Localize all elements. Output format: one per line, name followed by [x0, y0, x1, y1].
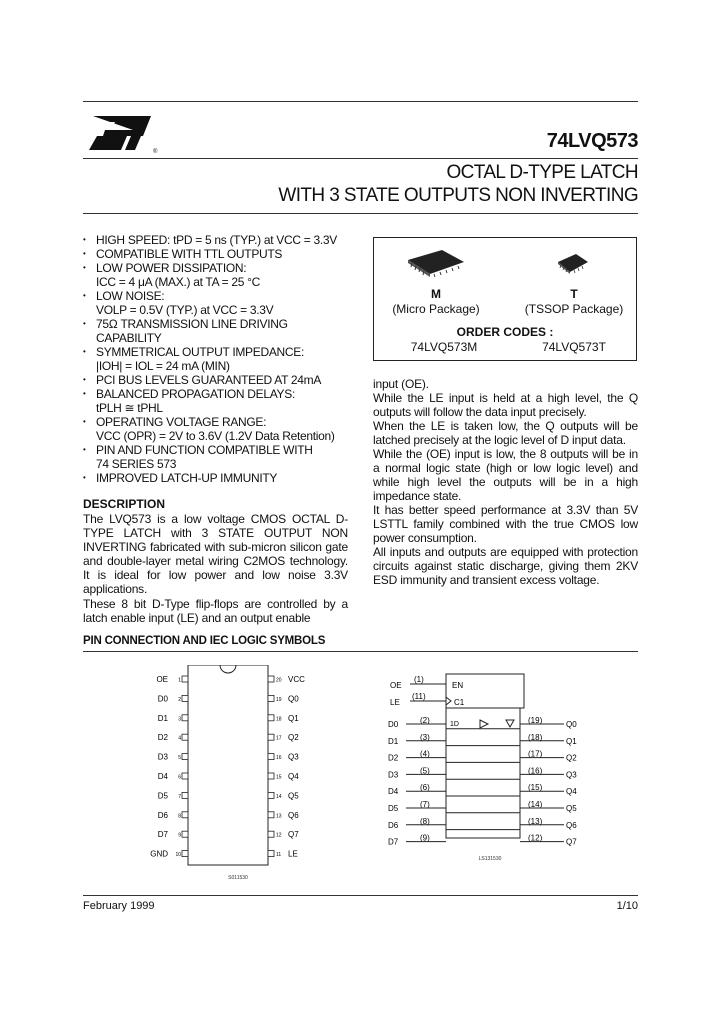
left-pin-name: D7 [157, 830, 168, 840]
pin-pad [268, 676, 274, 682]
tssop-package-code: T [570, 287, 578, 301]
pin-pad [268, 812, 274, 818]
clock-triangle-icon [446, 697, 451, 705]
iec-en-label: EN [452, 681, 464, 690]
pin-section-rule [83, 651, 638, 652]
pin-pad [182, 812, 188, 818]
right-pin-number: 12 [276, 832, 282, 839]
left-pin-number: 3 [178, 716, 181, 723]
feature-item: • OPERATING VOLTAGE RANGE: [83, 415, 383, 429]
svg-text:®: ® [153, 149, 158, 155]
pin-pad [182, 792, 188, 798]
iec-output-name: Q3 [566, 770, 577, 780]
iec-input-name: D7 [388, 837, 399, 847]
left-pin-number: 4 [178, 735, 181, 742]
iec-d-label: 1D [450, 721, 459, 728]
left-pin-number: 10 [175, 852, 181, 859]
right-pin-name: Q2 [288, 733, 299, 743]
right-pin-name: Q6 [288, 810, 299, 820]
pin-pad [182, 773, 188, 779]
pin-pad [268, 792, 274, 798]
feature-item: • IMPROVED LATCH-UP IMMUNITY [83, 471, 383, 485]
iec-output-name: Q7 [566, 837, 577, 847]
iec-c1-label: C1 [454, 698, 465, 707]
iec-oe-label: OE [390, 681, 402, 690]
pin-pad [268, 831, 274, 837]
title-rule [83, 158, 638, 159]
left-pin-number: 1 [178, 677, 181, 684]
right-pin-number: 13 [276, 813, 282, 820]
iec-input-num: (5) [420, 766, 430, 776]
iec-output-num: (12) [528, 833, 543, 843]
iec-output-num: (19) [528, 716, 543, 725]
iec-logic-symbol [380, 670, 600, 870]
left-pin-number: 8 [178, 813, 181, 820]
pin-pad [182, 676, 188, 682]
left-pin-name: D5 [157, 791, 168, 801]
iec-input-num: (6) [420, 783, 430, 793]
right-pin-name: Q0 [288, 694, 299, 704]
description-right-paragraph2: While the LE input is held at a high level, the Q outputs will follow the data input precisely. [373, 391, 638, 420]
left-pin-number: 2 [178, 696, 181, 703]
feature-subline: VOLP = 0.5V (TYP.) at VCC = 3.3V [96, 303, 274, 317]
iec-input-num: (3) [420, 732, 430, 742]
buffer-triangle-icon [480, 720, 488, 728]
title-line2: WITH 3 STATE OUTPUTS NON INVERTING [278, 185, 638, 206]
iec-output-num: (13) [528, 816, 543, 826]
iec-output-num: (14) [528, 800, 543, 809]
pin-diagram-code: S011530 [228, 875, 248, 881]
micro-package-code: M [431, 287, 441, 301]
iec-output-name: Q1 [566, 736, 577, 746]
right-pin-name: Q1 [288, 713, 299, 723]
iec-input-name: D1 [388, 736, 399, 746]
iec-input-name: D4 [388, 787, 399, 797]
right-pin-name: VCC [288, 675, 305, 684]
feature-subline: tPLH ≅ tPHL [96, 401, 163, 415]
iec-input-num: (4) [420, 749, 430, 759]
right-pin-name: Q5 [288, 791, 299, 801]
right-pin-number: 14 [276, 793, 282, 800]
left-pin-number: 5 [178, 755, 181, 762]
description-right-paragraph3: When the LE is taken low, the Q outputs will be latched precisely at the logic level of D input data. [373, 419, 638, 448]
iec-input-name: D2 [388, 753, 399, 763]
description-right-paragraph6: All inputs and outputs are equipped with protection circuits against static discharge, giving them 2KV ESD immunity and transient excess voltage. [373, 545, 638, 588]
feature-subline: ICC = 4 μA (MAX.) at TA = 25 °C [96, 275, 261, 289]
right-pin-number: 18 [276, 716, 282, 723]
right-pin-number: 17 [276, 735, 282, 742]
feature-subline: VCC (OPR) = 2V to 3.6V (1.2V Data Retention) [96, 429, 335, 443]
iec-input-num: (9) [420, 833, 430, 843]
left-pin-number: 7 [178, 793, 181, 800]
left-pin-name: D3 [157, 752, 168, 762]
pin-pad [268, 773, 274, 779]
pin-pad [268, 754, 274, 760]
iec-output-name: Q5 [566, 804, 577, 813]
order-codes-heading: ORDER CODES : [456, 325, 554, 339]
left-pin-name: GND [150, 849, 168, 859]
left-pin-name: D1 [157, 713, 168, 723]
left-pin-number: 9 [178, 832, 181, 839]
right-pin-name: Q3 [288, 752, 299, 762]
tristate-triangle-icon [506, 720, 514, 727]
feature-subline: 74 SERIES 573 [96, 457, 177, 471]
description-left-paragraph2: These 8 bit D-Type flip-flops are controlled by a latch enable input (LE) and an output enable [83, 597, 348, 626]
iec-diagram-code: LS131530 [478, 856, 502, 862]
pin-section-heading: PIN CONNECTION AND IEC LOGIC SYMBOLS [83, 635, 326, 647]
description-right-paragraph4: While the (OE) input is low, the 8 outputs will be in a normal logic state (high or low logic level) and while high level the outputs will be in a high impedance state. [373, 447, 638, 504]
iec-input-name: D6 [388, 820, 399, 830]
iec-output-name: Q6 [566, 820, 577, 830]
order-code-m: 74LVQ573M [410, 340, 478, 354]
right-pin-number: 11 [276, 852, 282, 859]
left-pin-name: D2 [157, 733, 168, 743]
feature-item: • PCI BUS LEVELS GUARANTEED AT 24mA [83, 373, 383, 387]
footer-date: February 1999 [83, 900, 155, 912]
feature-item: • COMPATIBLE WITH TTL OUTPUTS [83, 247, 383, 261]
pin-connection-diagram [140, 665, 320, 885]
order-code-t: 74LVQ573T [542, 340, 606, 354]
feature-subline: CAPABILITY [96, 331, 162, 345]
pin-pad [182, 754, 188, 760]
iec-le-label: LE [390, 698, 400, 707]
left-pin-name: D4 [157, 772, 168, 781]
footer-rule [83, 895, 638, 896]
pin-pad [268, 715, 274, 721]
pin-pad [268, 734, 274, 740]
pin-pad [182, 831, 188, 837]
feature-item: • SYMMETRICAL OUTPUT IMPEDANCE: [83, 345, 383, 359]
left-pin-name: OE [156, 675, 168, 684]
iec-input-name: D5 [388, 804, 399, 813]
iec-input-num: (2) [420, 716, 430, 725]
feature-item: • PIN AND FUNCTION COMPATIBLE WITH [83, 443, 383, 457]
st-logo-icon [83, 106, 163, 161]
right-pin-number: 15 [276, 774, 282, 781]
iec-le-num: (11) [412, 692, 426, 701]
pin-pad [182, 734, 188, 740]
description-heading: DESCRIPTION [83, 497, 166, 511]
pin-pad [182, 715, 188, 721]
title-line1: OCTAL D-TYPE LATCH [446, 162, 638, 183]
pin-pad [182, 695, 188, 701]
iec-output-name: Q0 [566, 720, 577, 729]
right-pin-name: LE [288, 849, 298, 859]
left-pin-name: D6 [157, 810, 168, 820]
iec-output-num: (18) [528, 732, 543, 742]
pin-pad [268, 695, 274, 701]
tssop-package-name: (TSSOP Package) [524, 302, 624, 316]
tssop-package-icon [554, 250, 594, 278]
right-pin-name: Q7 [288, 830, 299, 840]
feature-item: • LOW NOISE: [83, 289, 383, 303]
right-pin-number: 16 [276, 755, 282, 762]
iec-input-num: (8) [420, 816, 430, 826]
feature-item: • LOW POWER DISSIPATION: [83, 261, 383, 275]
feature-list [83, 233, 383, 485]
feature-item: • BALANCED PROPAGATION DELAYS: [83, 387, 383, 401]
iec-output-num: (16) [528, 766, 543, 776]
description-right-paragraph1: input (OE). [373, 377, 429, 391]
micro-package-name: (Micro Package) [392, 302, 480, 316]
right-pin-number: 19 [276, 696, 282, 703]
part-number: 74LVQ573 [546, 130, 638, 152]
header-bottom-rule [83, 213, 638, 214]
micro-package-icon [402, 246, 472, 282]
feature-item: • 75Ω TRANSMISSION LINE DRIVING [83, 317, 383, 331]
iec-input-name: D3 [388, 770, 399, 780]
top-rule [83, 101, 638, 102]
package-box [373, 237, 637, 361]
pin-pad [268, 851, 274, 857]
iec-output-num: (17) [528, 749, 543, 759]
right-pin-name: Q4 [288, 772, 299, 781]
left-pin-number: 6 [178, 774, 181, 781]
iec-output-name: Q2 [566, 753, 577, 763]
feature-subline: |IOH| = IOL = 24 mA (MIN) [96, 359, 230, 373]
iec-output-num: (15) [528, 783, 543, 793]
pin-pad [182, 851, 188, 857]
right-pin-number: 20 [276, 677, 282, 684]
iec-input-name: D0 [388, 720, 399, 729]
iec-output-name: Q4 [566, 787, 577, 797]
description-left-paragraph: The LVQ573 is a low voltage CMOS OCTAL D-TYPE LATCH with 3 STATE OUTPUT NON INVERTING fabricated with sub-micron silicon gate and double-layer metal wiring C2MOS technology. It is ideal for low power and low noise 3.3V applications. [83, 512, 348, 597]
left-pin-name: D0 [157, 694, 168, 704]
iec-oe-num: (1) [414, 675, 424, 684]
feature-item: • HIGH SPEED: tPD = 5 ns (TYP.) at VCC = 3.3V [83, 233, 383, 247]
footer-page: 1/10 [616, 900, 638, 912]
iec-input-num: (7) [420, 800, 430, 809]
description-right-paragraph5: It has better speed performance at 3.3V than 5V LSTTL family combined with the true CMOS low power consumption. [373, 503, 638, 546]
